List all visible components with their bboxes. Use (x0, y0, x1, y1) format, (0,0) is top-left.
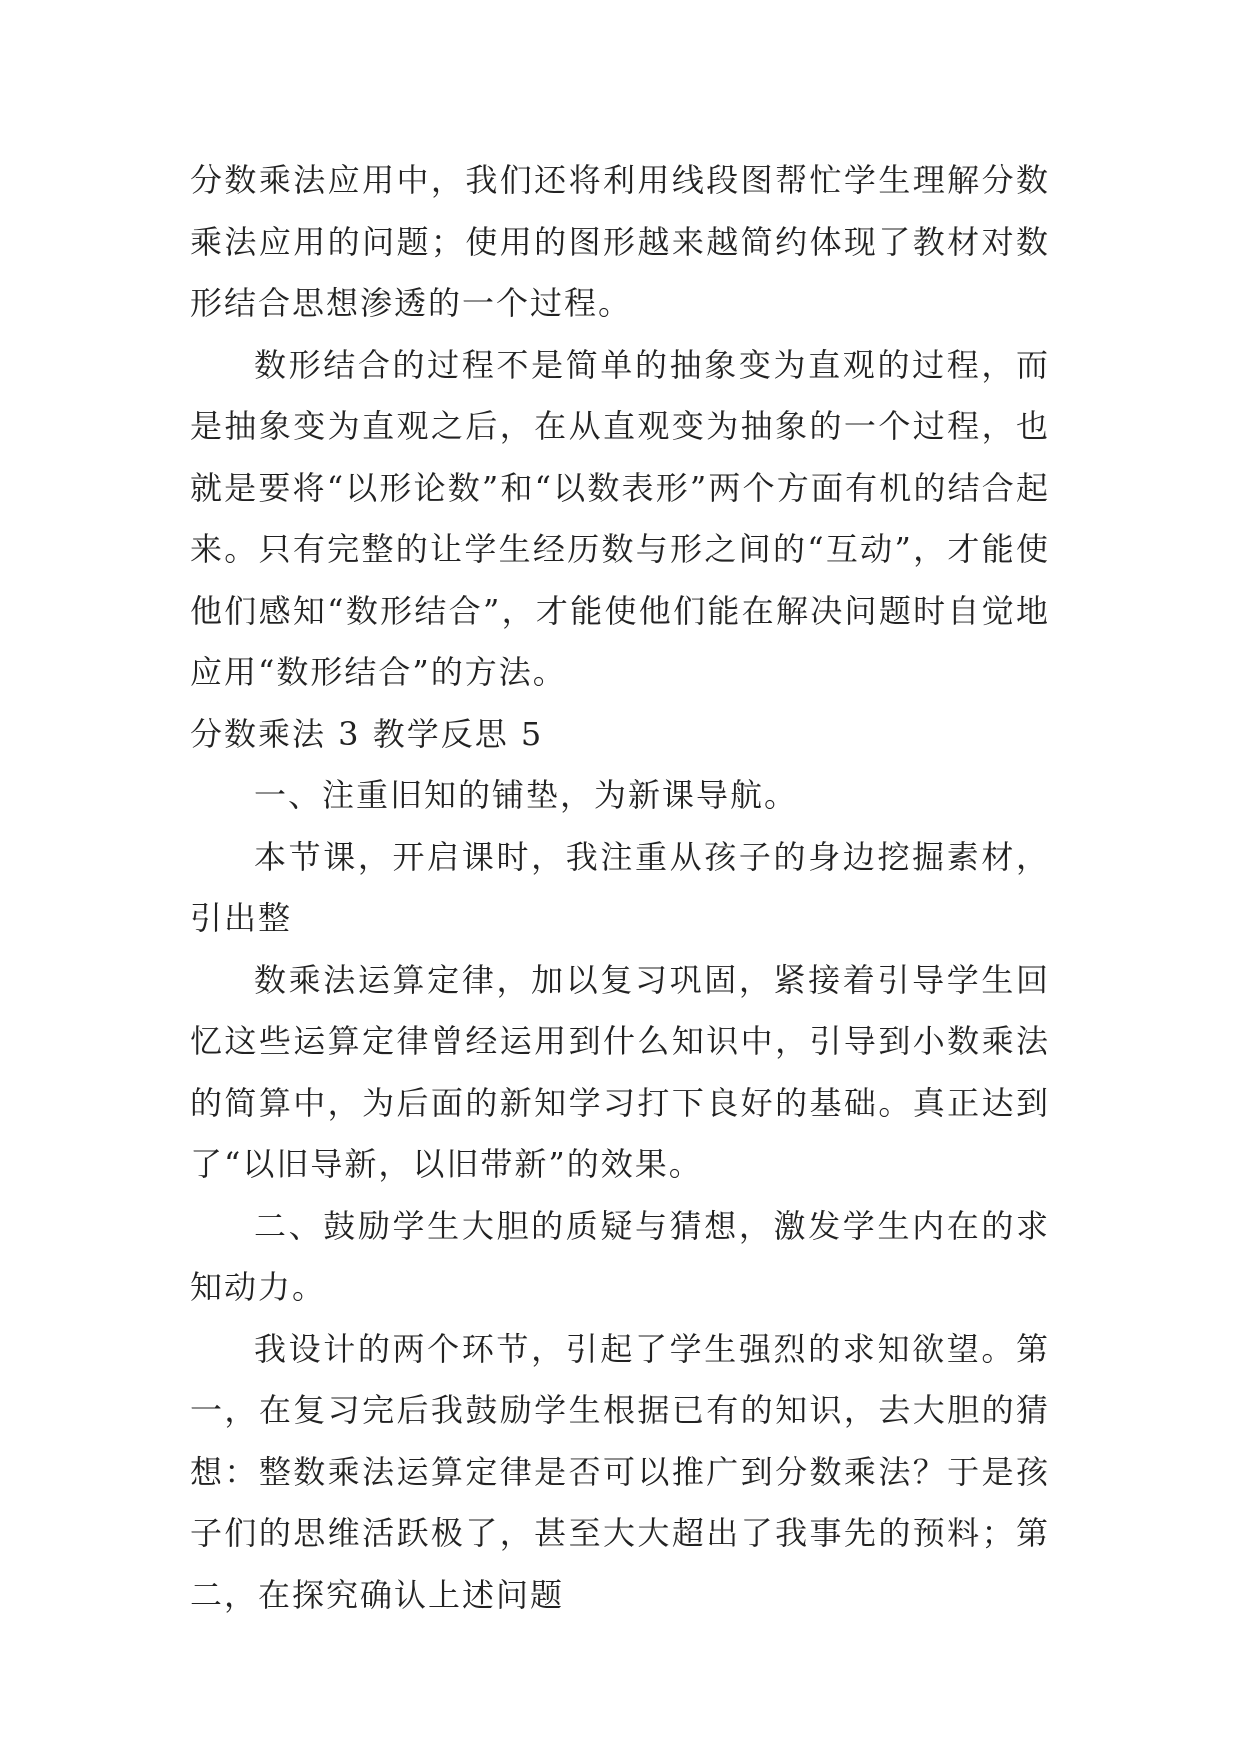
document-body (190, 150, 1050, 1626)
paragraph-2: 数形结合的过程不是简单的抽象变为直观的过程，而是抽象变为直观之后，在从直观变为抽象的一个过程，也就是要将“以形论数”和“以数表形”两个方面有机的结合起来。只有完整的让学生经历数与形之间的“互动”，才能使他们感知“数形结合”，才能使他们能在解决问题时自觉地应用“数形结合”的方法。 (190, 345, 1050, 691)
paragraph-3: 一、注重旧知的铺垫，为新课导航。 (254, 776, 799, 814)
section-heading: 分数乘法 3 教学反思 5 (190, 714, 544, 753)
paragraph-7: 我设计的两个环节，引起了学生强烈的求知欲望。第一，在复习完后我鼓励学生根据已有的知识，去大胆的猜想：整数乘法运算定律是否可以推广到分数乘法？于是孩子们的思维活跃极了，甚至大大超出了我事先的预料；第二，在探究确认上述问题 (190, 1329, 1050, 1614)
paragraph-6: 二、鼓励学生大胆的质疑与猜想，激发学生内在的求知动力。 (190, 1206, 1050, 1306)
paragraph-5: 数乘法运算定律，加以复习巩固，紧接着引导学生回忆这些运算定律曾经运用到什么知识中，引导到小数乘法的简算中，为后面的新知学习打下良好的基础。真正达到了“以旧导新，以旧带新”的效果。 (190, 960, 1050, 1183)
paragraph-4: 本节课，开启课时，我注重从孩子的身边挖掘素材，引出整 (190, 837, 1050, 937)
paragraph-1: 分数乘法应用中，我们还将利用线段图帮忙学生理解分数乘法应用的问题；使用的图形越来越简约体现了教材对数形结合思想渗透的一个过程。 (190, 161, 1050, 322)
